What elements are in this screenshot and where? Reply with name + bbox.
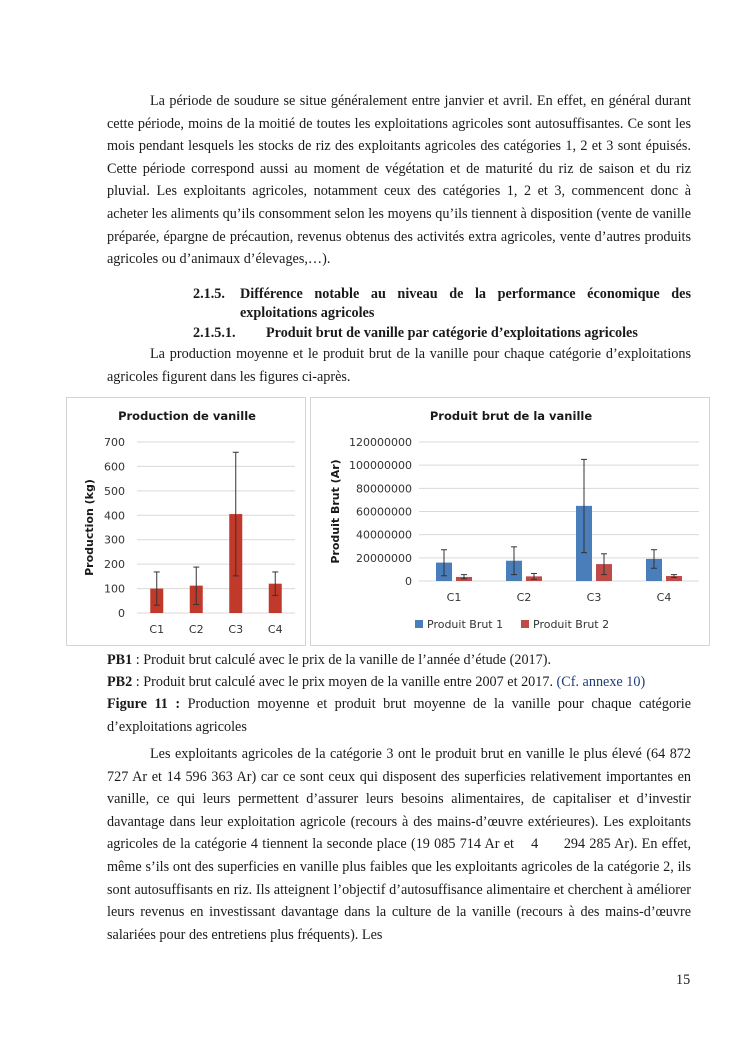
note-pb1-label: PB1 xyxy=(107,652,133,668)
produit-brut-chart xyxy=(310,397,710,646)
figures-intro-paragraph xyxy=(107,343,691,388)
y-tick-label: 120000000 xyxy=(349,436,412,449)
legend-swatch xyxy=(415,620,423,628)
y-tick-label: 100000000 xyxy=(349,459,412,473)
produit-brut-chart-svg xyxy=(311,398,709,645)
y-tick-label: 400 xyxy=(104,509,125,523)
y-tick-label: 500 xyxy=(104,484,125,498)
legend-label: Produit Brut 2 xyxy=(533,618,610,631)
figure-caption-label: Figure 11 : xyxy=(107,696,181,712)
x-tick-label: C2 xyxy=(188,623,204,636)
y-tick-label: 0 xyxy=(405,575,412,588)
production-chart-svg xyxy=(67,398,305,645)
chart-title: Production de vanille xyxy=(118,409,256,423)
intro-paragraph xyxy=(107,90,691,271)
y-tick-label: 600 xyxy=(104,460,125,474)
y-tick-label: 700 xyxy=(104,436,125,449)
y-tick-label: 20000000 xyxy=(356,551,412,565)
annex-reference-link[interactable]: (Cf. annexe 10) xyxy=(556,674,646,690)
x-tick-label: C3 xyxy=(586,591,602,604)
x-tick-label: C1 xyxy=(149,623,165,636)
figures-intro-text: La production moyenne et le produit brut de la vanille pour chaque catégorie d’exploitations agricoles figurent dans les figures ci-après. xyxy=(107,346,691,385)
subsection-heading-title: Produit brut de vanille par catégorie d’exploitations agricoles xyxy=(266,325,638,341)
figure-caption xyxy=(107,693,691,738)
x-tick-label: C2 xyxy=(516,591,532,604)
subsection-heading-number: 2.1.5.1. xyxy=(193,325,236,341)
note-pb2-text: : Produit brut calculé avec le prix moyen de la vanille entre 2007 et 2017. xyxy=(132,674,557,690)
y-tick-label: 60000000 xyxy=(356,505,412,519)
y-tick-label: 40000000 xyxy=(356,528,412,542)
analysis-paragraph xyxy=(107,743,695,946)
section-heading-line2: exploitations agricoles xyxy=(240,305,375,321)
chart-title: Produit brut de la vanille xyxy=(429,409,593,423)
y-tick-label: 100 xyxy=(104,582,125,596)
analysis-paragraph-text: Les exploitants agricoles de la catégorie 3 ont le produit brut en vanille le plus élevé (64 872 727 Ar et 14 596 363 Ar) car ce sont ceux qui disposent des superficies relativement importantes en vanille, ce qui leurs permettent d’assurer leurs besoins alimentaires, de capitaliser et d’investir davantage dans leur exploitation agricole (recours à des mains-d’œuvre extérieures). Les exploitants agricoles de la catégorie 4 tiennent la seconde place (19 085 714 Ar et 4 294 285 Ar). En effet, même s’ils ont des superficies en vanille plus faibles que les exploitants agricoles de la catégorie 2, ils sont autosuffisants en riz. Ils atteignent l’objectif d’autosuffisance alimentaire et cherchent à améliorer leurs revenus en investissant davantage dans la culture de la vanille (recours à des mains-d’œuvre salariées pour des entretiens plus fréquents). Les xyxy=(107,746,695,943)
x-tick-label: C4 xyxy=(656,591,672,604)
y-axis-label: Produit Brut (Ar) xyxy=(329,459,342,564)
legend-swatch xyxy=(521,620,529,628)
page-number: 15 xyxy=(676,972,691,988)
figure-caption-text: Production moyenne et produit brut moyenne de la vanille pour chaque catégorie d’exploitations agricoles xyxy=(107,696,692,735)
y-tick-label: 0 xyxy=(118,607,125,620)
legend-label: Produit Brut 1 xyxy=(427,618,504,631)
production-chart xyxy=(66,397,306,646)
note-pb1-text: : Produit brut calculé avec le prix de la vanille de l’année d’étude (2017). xyxy=(132,652,551,668)
y-tick-label: 300 xyxy=(104,533,125,547)
note-pb2-label: PB2 xyxy=(107,674,133,690)
note-pb1 xyxy=(107,649,691,672)
intro-paragraph-text: La période de soudure se situe généralement entre janvier et avril. En effet, en général durant cette période, moins de la moitié de toutes les exploitations agricoles sont autosuffisantes. Ce sont les mois pendant lesquels les stocks de riz des exploitants agricoles des catégories 1, 2 et 3 sont épuisés. Cette période correspond aussi au moment de végétation et de maturité du riz de saison et du riz pluvial. Les exploitants agricoles, notamment ceux des catégories 1, 2 et 3, commencent donc à acheter les aliments qu’ils consomment selon les moyens qu’ils tiennent à disposition (vente de vanille préparée, épargne de précaution, revenus obtenus des activités extra agricoles, vente d’autres produits agricoles ou d’animaux d’élevages,…). xyxy=(107,93,691,268)
section-heading-number: 2.1.5. xyxy=(193,286,225,302)
x-tick-label: C1 xyxy=(446,591,462,604)
section-heading-line1: Différence notable au niveau de la performance économique des xyxy=(240,286,691,302)
x-tick-label: C4 xyxy=(267,623,283,636)
x-tick-label: C3 xyxy=(228,623,244,636)
y-axis-label: Production (kg) xyxy=(83,479,96,576)
y-tick-label: 200 xyxy=(104,558,125,572)
y-tick-label: 80000000 xyxy=(356,482,412,496)
note-pb2 xyxy=(107,671,691,694)
